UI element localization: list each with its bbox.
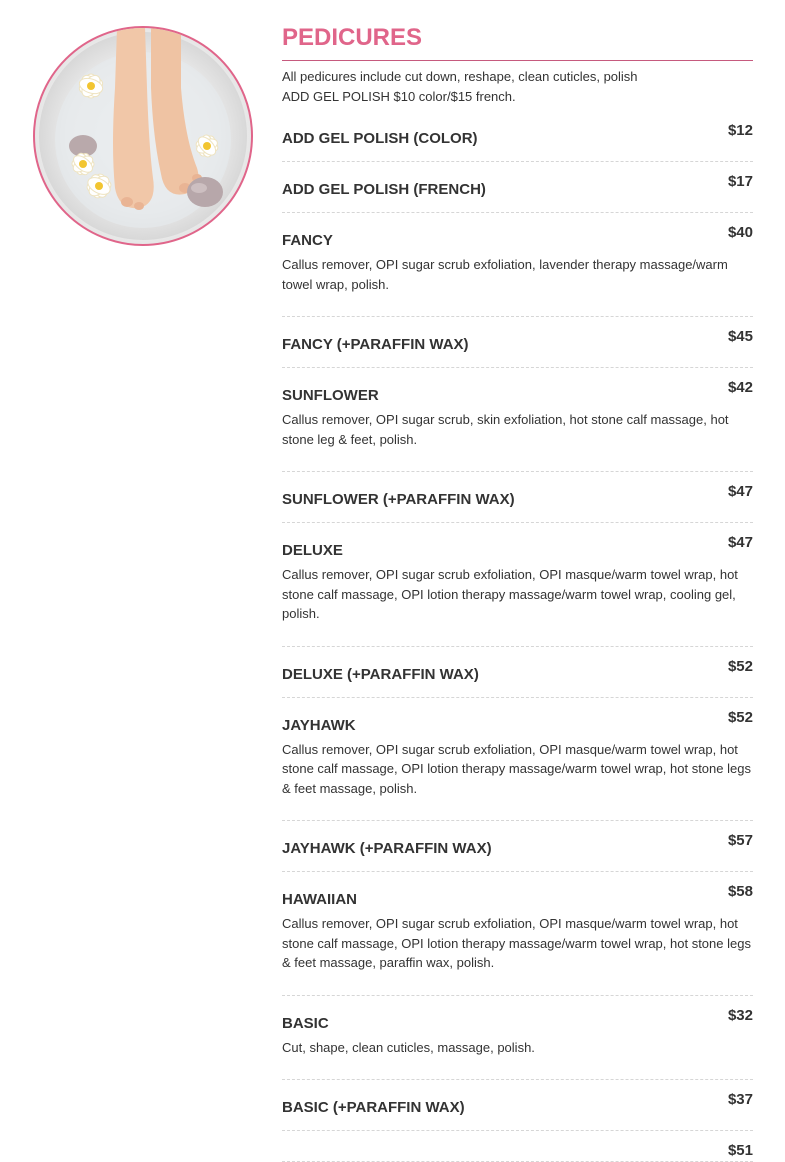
service-description: Callus remover, OPI sugar scrub exfoliation, lavender therapy massage/warm towel wrap, polish.	[282, 257, 728, 292]
service-item	[282, 162, 753, 213]
service-price: $57	[727, 832, 753, 849]
service-list	[282, 111, 753, 1162]
service-name: SUNFLOWER (+PARAFFIN WAX)	[282, 491, 515, 508]
pedicure-illustration	[35, 28, 251, 244]
service-item	[282, 872, 753, 996]
service-price: $45	[727, 328, 753, 345]
service-item	[282, 698, 753, 822]
intro-line: ADD GEL POLISH $10 color/$15 french.	[282, 89, 516, 104]
service-name: DELUXE	[282, 542, 343, 559]
service-name: FANCY	[282, 232, 333, 249]
service-price: $42	[727, 379, 753, 396]
service-name: JAYHAWK	[282, 716, 356, 734]
service-name: BASIC	[282, 1014, 329, 1032]
service-item	[282, 647, 753, 698]
service-price: $40	[727, 224, 753, 241]
service-price: $58	[727, 883, 753, 900]
service-item	[282, 111, 753, 162]
service-description: Cut, shape, clean cuticles, massage, polish.	[282, 1039, 535, 1055]
service-name: ADD GEL POLISH (FRENCH)	[282, 181, 486, 198]
intro-line: All pedicures include cut down, reshape, clean cuticles, polish	[282, 69, 638, 84]
service-item	[282, 472, 753, 523]
service-price: $47	[727, 483, 753, 500]
service-name: HAWAIIAN	[282, 891, 357, 908]
service-price: $52	[727, 657, 753, 675]
service-description: Callus remover, OPI sugar scrub exfoliation, OPI masque/warm towel wrap, hot stone calf massage, OPI lotion therapy massage/warm towel wrap, cooling gel, polish.	[282, 567, 738, 621]
service-description: Callus remover, OPI sugar scrub exfoliation, OPI masque/warm towel wrap, hot stone calf massage, OPI lotion therapy massage/warm towel wrap, hot stone legs & feet massage, polish.	[282, 741, 751, 796]
service-item	[282, 523, 753, 647]
service-price: $12	[727, 122, 753, 139]
pedicure-photo	[33, 26, 253, 246]
service-price: $32	[727, 1006, 753, 1024]
service-price: $47	[727, 534, 753, 551]
service-item	[282, 1131, 753, 1162]
pedicures-section	[282, 24, 753, 1162]
service-item	[282, 213, 753, 317]
service-description: Callus remover, OPI sugar scrub exfoliation, OPI masque/warm towel wrap, hot stone calf massage, OPI lotion therapy massage/warm towel wrap, hot stone legs & feet massage, paraffin wax, polish.	[282, 916, 751, 970]
service-price: $51	[727, 1142, 753, 1159]
service-name: BASIC (+PARAFFIN WAX)	[282, 1099, 465, 1116]
service-name: SUNFLOWER	[282, 387, 379, 404]
service-name: DELUXE (+PARAFFIN WAX)	[282, 665, 479, 683]
service-item	[282, 821, 753, 872]
service-item	[282, 1080, 753, 1131]
service-price: $17	[727, 173, 753, 190]
service-item	[282, 996, 753, 1081]
service-price: $52	[727, 708, 753, 726]
section-title: PEDICURES	[282, 24, 753, 61]
service-name: FANCY (+PARAFFIN WAX)	[282, 336, 469, 353]
service-item	[282, 368, 753, 472]
service-price: $37	[727, 1091, 753, 1108]
section-intro	[282, 67, 753, 107]
service-item	[282, 317, 753, 368]
service-description: Callus remover, OPI sugar scrub, skin exfoliation, hot stone calf massage, hot stone leg & feet, polish.	[282, 412, 729, 447]
service-name: JAYHAWK (+PARAFFIN WAX)	[282, 840, 492, 857]
service-name: ADD GEL POLISH (COLOR)	[282, 130, 478, 147]
